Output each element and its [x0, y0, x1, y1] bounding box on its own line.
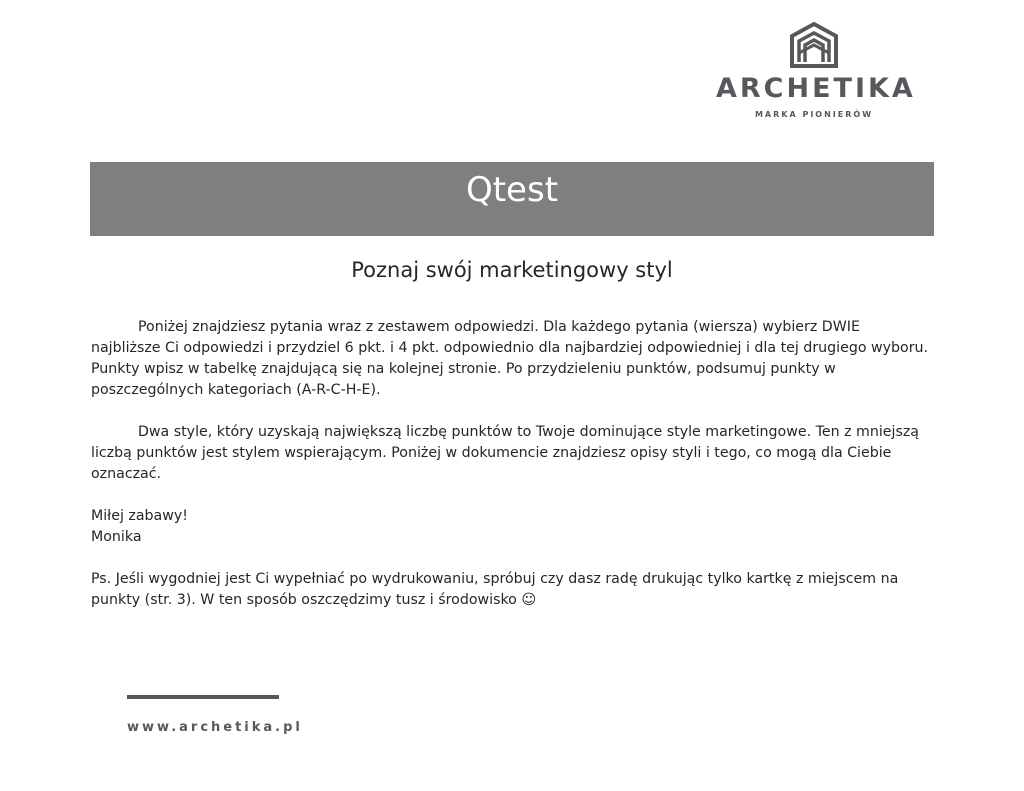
archetika-logo [716, 22, 916, 122]
logo-wordmark: ARCHETIKA [716, 73, 916, 104]
page-subtitle: Poznaj swój marketingowy styl [351, 258, 673, 282]
title-banner [90, 162, 934, 236]
footer-divider [127, 695, 279, 699]
archetika-house-icon [789, 22, 839, 68]
signature-line: Monika [91, 529, 142, 545]
intro-paragraph: Poniżej znajdziesz pytania wraz z zestawem odpowiedzi. Dla każdego pytania (wiersza) wybierz DWIE najbliższe Ci odpowiedzi i przydziel 6 pkt. i 4 pkt. odpowiednio dla najbardziej odpowiedniej i dla tej drugiego wyboru. Punkty wpisz w tabelkę znajdującą się na kolejnej stronie. Po przydzieleniu punktów, podsumuj punkty w poszczególnych kategoriach (A-R-C-H-E). [91, 319, 929, 398]
styles-paragraph: Dwa style, który uzyskają największą liczbę punktów to Twoje dominujące style marketingowe. Ten z mniejszą liczbą punktów jest stylem wspierającym. Poniżej w dokumencie znajdziesz opisy styli i tego, co mogą dla Ciebie oznaczać. [91, 424, 919, 482]
postscript-paragraph: Ps. Jeśli wygodniej jest Ci wypełniać po wydrukowaniu, spróbuj czy dasz radę drukując tylko kartkę z miejscem na punkty (str. 3). W ten sposób oszczędzimy tusz i środowisko ☺ [91, 571, 899, 608]
greeting-line: Miłej zabawy! [91, 508, 188, 524]
document-body [91, 317, 931, 611]
logo-tagline: MARKA PIONIERÓW [754, 110, 874, 119]
footer-website-link[interactable]: www.archetika.pl [127, 720, 303, 735]
page-title: Qtest [465, 170, 559, 210]
